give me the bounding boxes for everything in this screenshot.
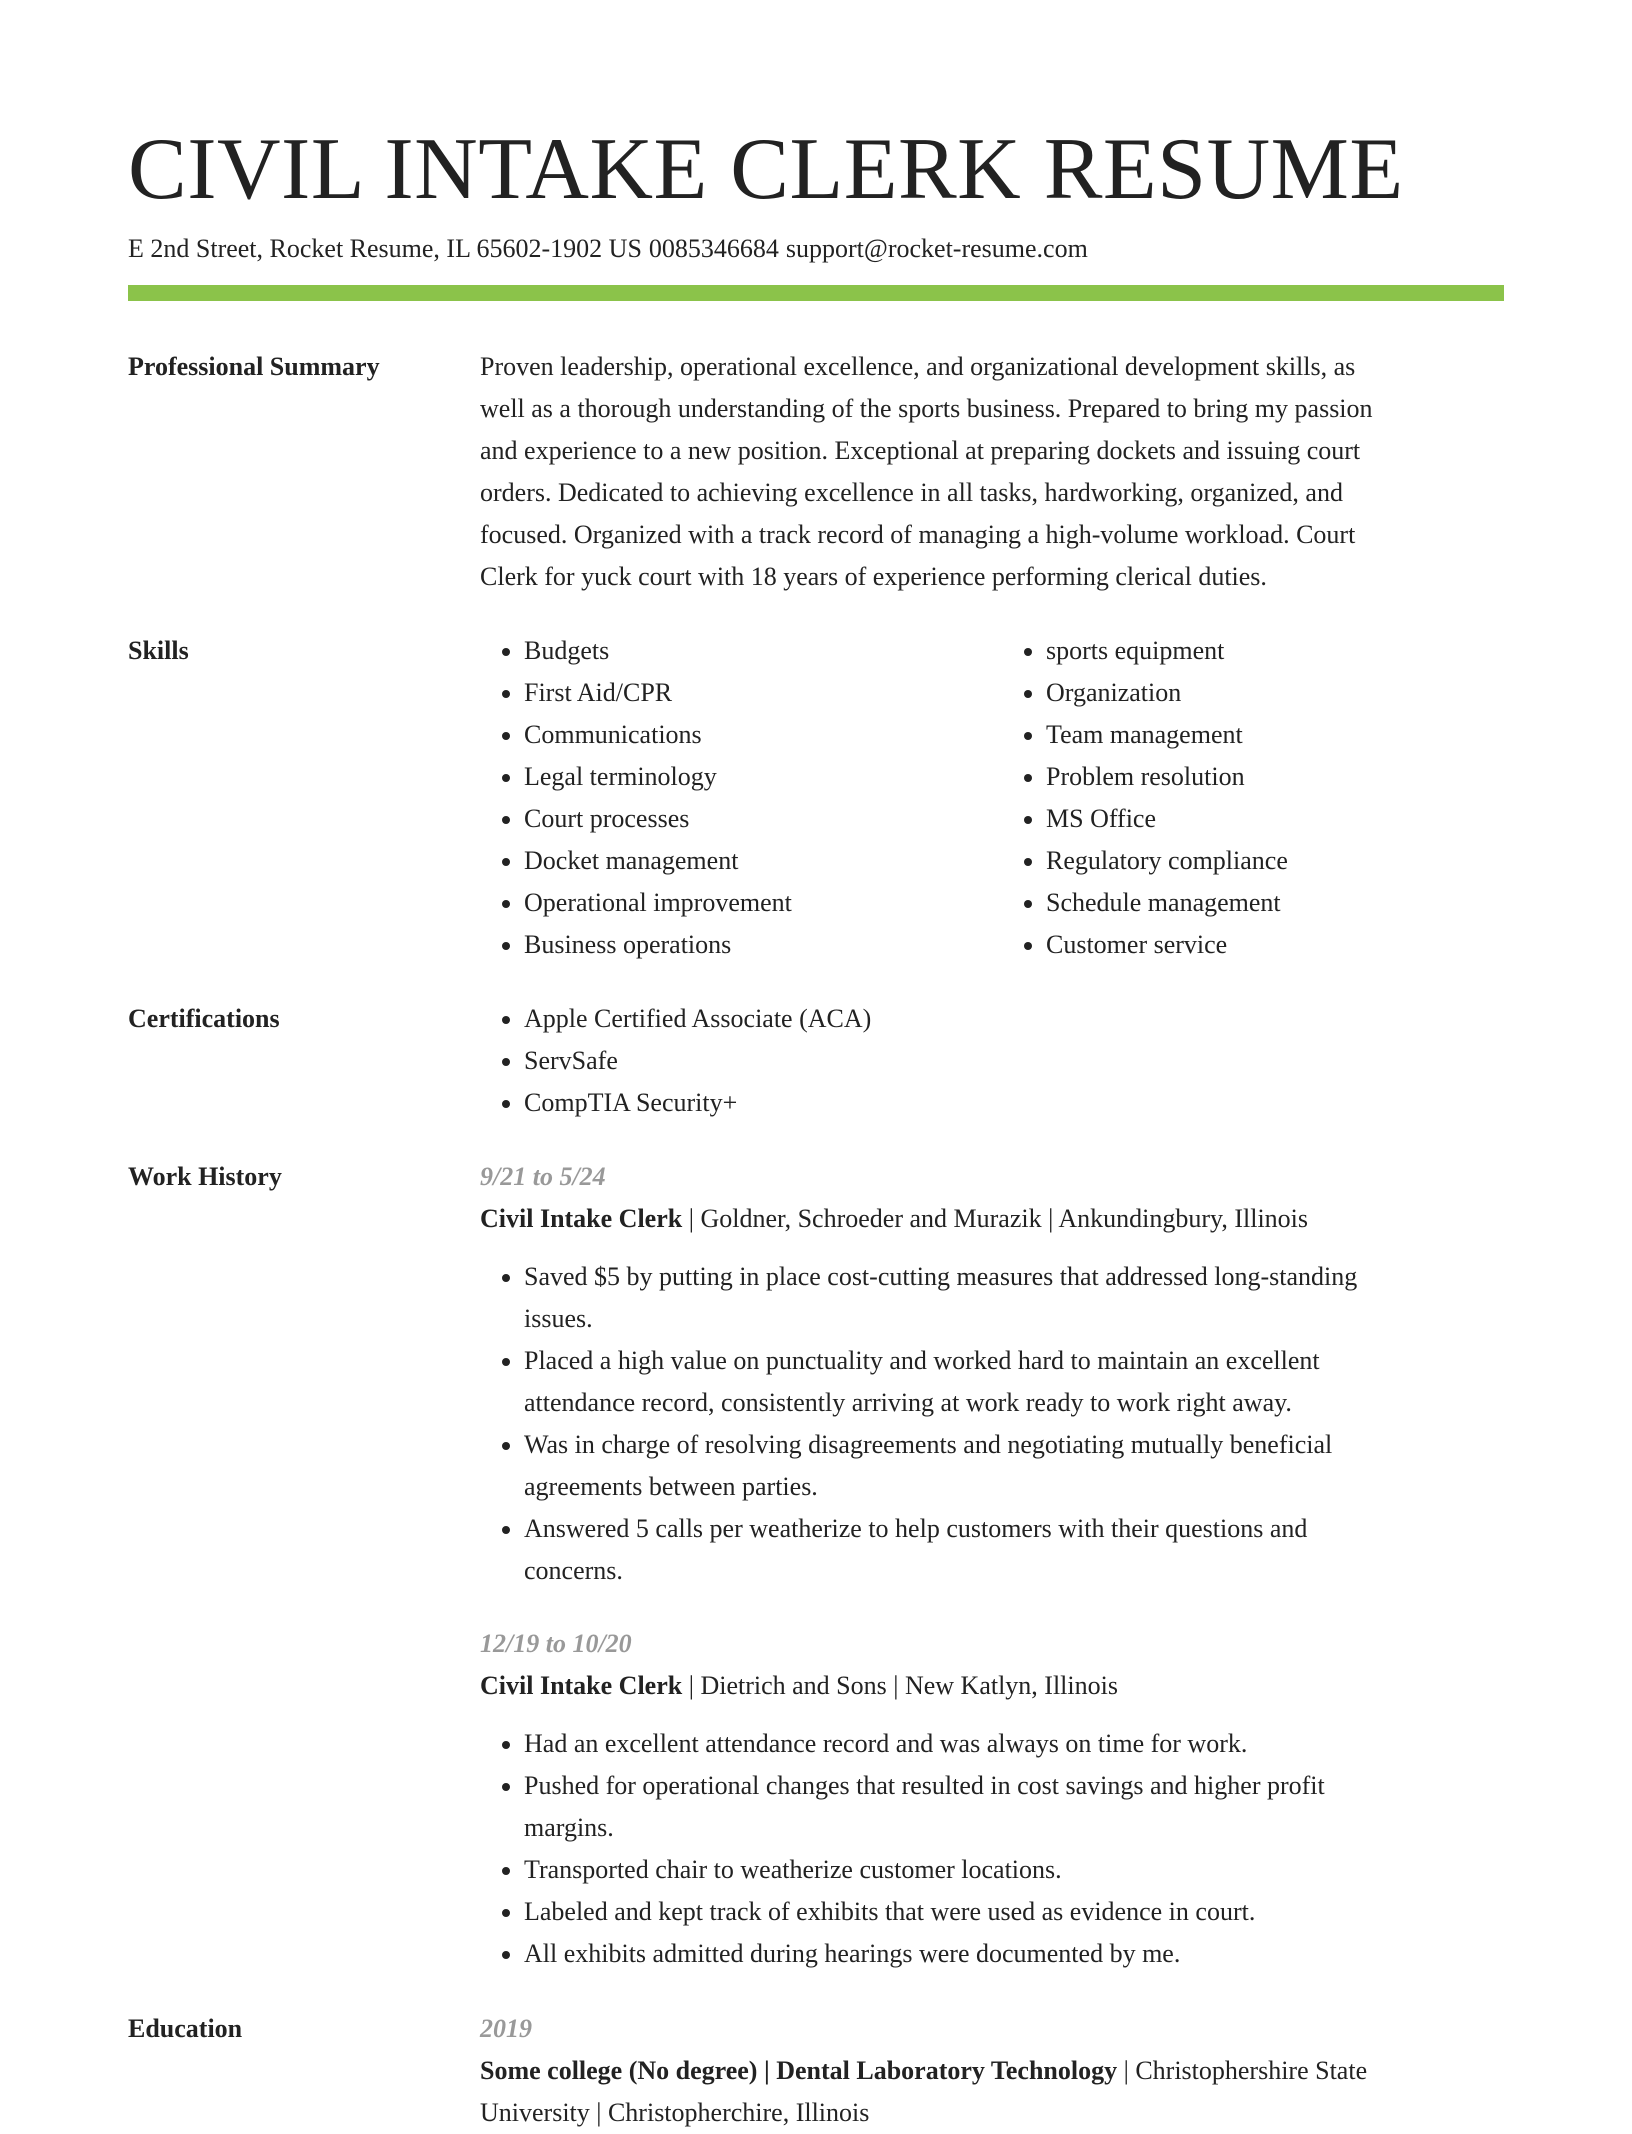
- bullet-line: Placed a high value on punctuality and worked hard to maintain an excellent: [524, 1346, 1320, 1375]
- skill-item: • Team management: [1046, 714, 1480, 756]
- skill-item: • First Aid/CPR: [524, 672, 958, 714]
- skills-column-left: [480, 630, 958, 966]
- job-bullet: • Labeled and kept track of exhibits that were used as evidence in court.: [524, 1891, 1480, 1933]
- skill-item: • Regulatory compliance: [1046, 840, 1480, 882]
- certification-item: • ServSafe: [524, 1040, 1480, 1082]
- job-bullet: • Had an excellent attendance record and was always on time for work.: [524, 1723, 1480, 1765]
- education-degree-line: [480, 2050, 1480, 2092]
- skill-item: • Court processes: [524, 798, 958, 840]
- contact-phone: 0085346684: [648, 234, 779, 263]
- bullet-line: Was in charge of resolving disagreements and negotiating mutually beneficial: [524, 1430, 1333, 1459]
- job-bullet: • Transported chair to weatherize customer locations.: [524, 1849, 1480, 1891]
- skill-item: • Problem resolution: [1046, 756, 1480, 798]
- education-school: | Christophershire State: [1117, 2056, 1368, 2085]
- job-bullet: [524, 1508, 1480, 1592]
- bullet-line: Pushed for operational changes that resulted in cost savings and higher profit: [524, 1771, 1325, 1800]
- job-bullet: [524, 1340, 1480, 1424]
- certifications-heading: Certifications: [128, 1004, 280, 1033]
- skill-item: • Operational improvement: [524, 882, 958, 924]
- job-entry: [480, 1623, 1480, 1975]
- contact-address: E 2nd Street, Rocket Resume, IL 65602-1902 US: [128, 234, 642, 263]
- education-heading: Education: [128, 2014, 243, 2043]
- resume-title: CIVIL INTAKE CLERK RESUME: [128, 121, 1404, 218]
- bullet-line: issues.: [524, 1304, 593, 1333]
- job-entry: [480, 1156, 1480, 1592]
- education-entry: [480, 2008, 1480, 2134]
- skills-list: [480, 630, 1480, 966]
- summary-text: [480, 346, 1480, 598]
- job-bullets: [480, 1256, 1480, 1592]
- job-heading: [480, 1665, 1480, 1707]
- certification-item: • Apple Certified Associate (ACA): [524, 998, 1480, 1040]
- job-bullets: [480, 1723, 1480, 1975]
- job-dates: 9/21 to 5/24: [480, 1162, 606, 1191]
- bullet-line: attendance record, consistently arriving at work ready to work right away.: [524, 1388, 1292, 1417]
- skill-item: • MS Office: [1046, 798, 1480, 840]
- summary-line: orders. Dedicated to achieving excellence in all tasks, hardworking, organized, and: [480, 478, 1343, 507]
- job-bullet: • All exhibits admitted during hearings were documented by me.: [524, 1933, 1480, 1975]
- contact-email[interactable]: support@rocket-resume.com: [785, 234, 1088, 263]
- skill-item: • sports equipment: [1046, 630, 1480, 672]
- bullet-line: agreements between parties.: [524, 1472, 818, 1501]
- skill-item: • Schedule management: [1046, 882, 1480, 924]
- education-school-line2: University | Christopherchire, Illinois: [480, 2098, 870, 2127]
- skills-heading: Skills: [128, 636, 189, 665]
- header-divider: [128, 285, 1504, 301]
- summary-line: well as a thorough understanding of the sports business. Prepared to bring my passion: [480, 394, 1373, 423]
- bullet-line: Answered 5 calls per weatherize to help customers with their questions and: [524, 1514, 1308, 1543]
- work-history-heading: Work History: [128, 1162, 282, 1191]
- bullet-line: margins.: [524, 1813, 614, 1842]
- bullet-line: concerns.: [524, 1556, 623, 1585]
- summary-line: focused. Organized with a track record of managing a high-volume workload. Court: [480, 520, 1356, 549]
- job-employer: | Dietrich and Sons | New Katlyn, Illinois: [682, 1671, 1118, 1700]
- education-year: 2019: [480, 2014, 532, 2043]
- skill-item: • Legal terminology: [524, 756, 958, 798]
- job-title: Civil Intake Clerk: [480, 1204, 683, 1233]
- skill-item: • Business operations: [524, 924, 958, 966]
- job-bullet: [524, 1424, 1480, 1508]
- contact-line: [128, 232, 1088, 266]
- bullet-line: Saved $5 by putting in place cost-cutting measures that addressed long-standing: [524, 1262, 1358, 1291]
- certifications-list: [480, 998, 1480, 1124]
- job-employer: | Goldner, Schroeder and Murazik | Ankundingbury, Illinois: [682, 1204, 1309, 1233]
- summary-line: Clerk for yuck court with 18 years of experience performing clerical duties.: [480, 562, 1267, 591]
- certification-item: • CompTIA Security+: [524, 1082, 1480, 1124]
- job-title: Civil Intake Clerk: [480, 1671, 683, 1700]
- job-dates: 12/19 to 10/20: [480, 1629, 632, 1658]
- skill-item: • Customer service: [1046, 924, 1480, 966]
- skill-item: • Organization: [1046, 672, 1480, 714]
- education-degree: Some college (No degree) | Dental Laboratory Technology: [480, 2056, 1118, 2085]
- job-heading: [480, 1198, 1480, 1240]
- skill-item: • Communications: [524, 714, 958, 756]
- summary-line: and experience to a new position. Exceptional at preparing dockets and issuing court: [480, 436, 1361, 465]
- skill-item: • Budgets: [524, 630, 958, 672]
- skill-item: • Docket management: [524, 840, 958, 882]
- summary-heading: Professional Summary: [128, 352, 380, 381]
- summary-line: Proven leadership, operational excellence, and organizational development skills, as: [480, 352, 1356, 381]
- job-bullet: [524, 1256, 1480, 1340]
- job-bullet: [524, 1765, 1480, 1849]
- skills-column-right: [1002, 630, 1480, 966]
